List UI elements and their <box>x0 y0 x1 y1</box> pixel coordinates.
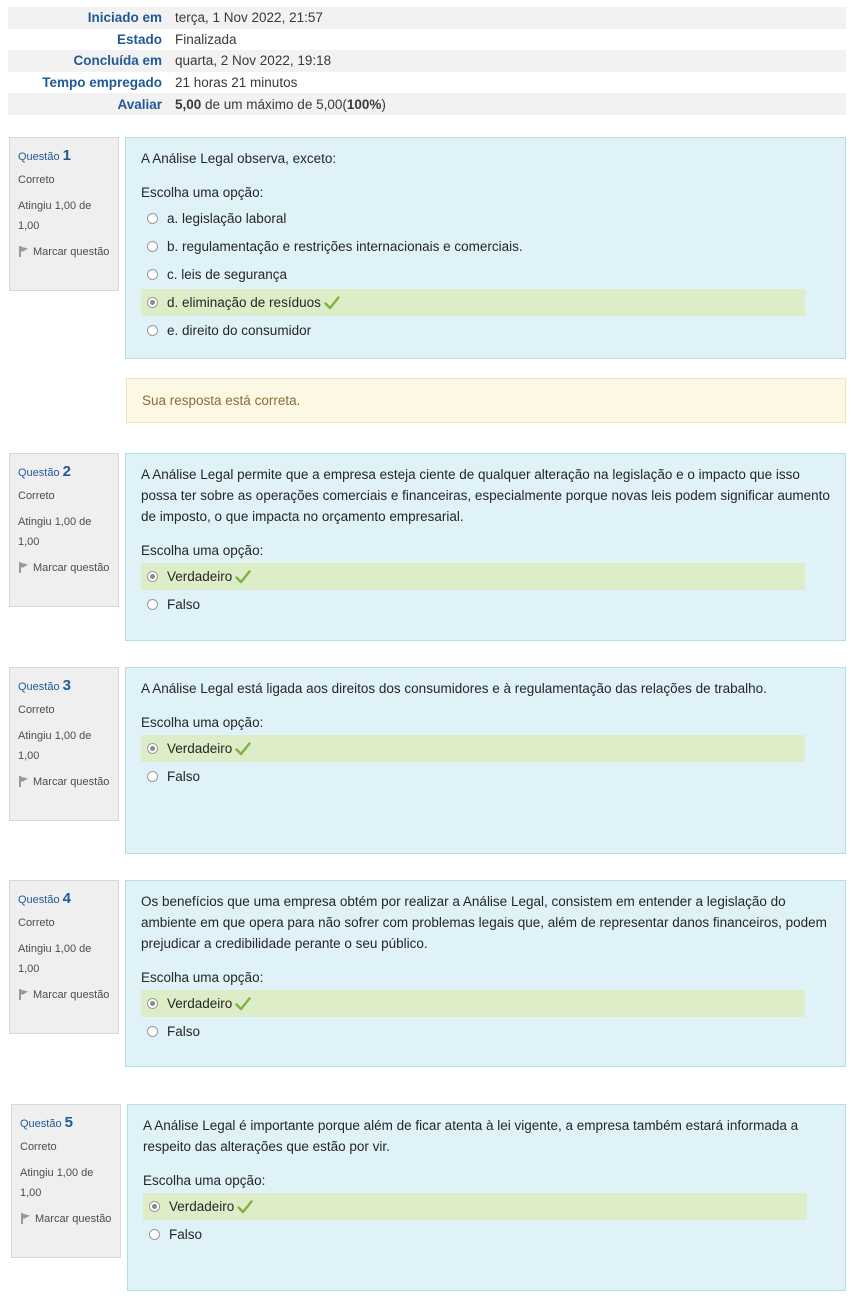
flag-question-link[interactable] <box>18 558 111 578</box>
answer-list <box>141 990 831 1045</box>
option-label: Verdadeiro <box>167 996 233 1011</box>
question-info <box>9 880 119 1034</box>
summary-value: 21 horas 21 minutos <box>175 75 298 91</box>
flag-icon <box>20 1211 32 1223</box>
answer-option-correct[interactable] <box>143 1193 807 1220</box>
answer-prompt: Escolha uma opção: <box>143 1173 266 1188</box>
question-label: Questão <box>20 1118 62 1130</box>
option-label: Verdadeiro <box>167 569 233 584</box>
summary-value: terça, 1 Nov 2022, 21:57 <box>168 7 846 29</box>
summary-row-completed <box>8 50 846 72</box>
answer-option-correct[interactable] <box>141 563 805 590</box>
question-info <box>9 453 119 607</box>
summary-value: Finalizada <box>175 31 237 47</box>
flag-icon <box>18 987 30 999</box>
answer-list <box>143 1193 831 1248</box>
answer-option[interactable] <box>141 763 805 790</box>
option-label: Falso <box>167 769 201 784</box>
check-icon <box>235 997 251 1011</box>
flag-icon <box>18 560 30 572</box>
check-icon <box>235 742 251 756</box>
question-number-value: 3 <box>62 677 71 694</box>
radio-button[interactable] <box>147 269 158 280</box>
radio-button-checked[interactable] <box>147 297 158 308</box>
summary-value: quarta, 2 Nov 2022, 19:18 <box>168 50 846 72</box>
flag-question-link[interactable] <box>20 1209 113 1229</box>
question-info <box>9 137 119 291</box>
question-state: Correto <box>18 917 55 929</box>
option-label: b. regulamentação e restrições internacionais e comerciais. <box>167 239 523 254</box>
question-text: Os benefícios que uma empresa obtém por realizar a Análise Legal, consistem em entender a legislação do ambiente em que opera para não sofrer com problemas legais que, além de representar danos financeiros, podem prejudicar a credibilidade perante o seu público. <box>141 894 827 951</box>
option-label: Falso <box>167 1024 201 1039</box>
summary-label: Avaliar <box>8 93 168 115</box>
flag-question-link[interactable] <box>18 242 111 262</box>
question-formulation <box>125 667 846 854</box>
flag-question-link[interactable] <box>18 772 111 792</box>
answer-option[interactable] <box>141 591 805 618</box>
question-grade: Atingiu 1,00 de 1,00 <box>18 200 92 232</box>
question-label: Questão <box>18 467 60 479</box>
answer-prompt: Escolha uma opção: <box>141 970 264 985</box>
question-number-value: 1 <box>62 147 71 164</box>
question-text: A Análise Legal é importante porque além de ficar atenta à lei vigente, a empresa também estará informada a respeito das alterações que estão por vir. <box>143 1118 799 1154</box>
question-number <box>18 146 111 167</box>
check-icon <box>237 1200 253 1214</box>
feedback-message: Sua resposta está correta. <box>126 378 846 423</box>
answer-prompt: Escolha uma opção: <box>141 185 264 200</box>
answer-option[interactable] <box>143 1221 807 1248</box>
answer-prompt: Escolha uma opção: <box>141 715 264 730</box>
grade-percent: 100% <box>346 96 382 112</box>
radio-button[interactable] <box>147 1026 158 1037</box>
option-label: Falso <box>167 597 201 612</box>
question-text: A Análise Legal está ligada aos direitos dos consumidores e à regulamentação das relações de trabalho. <box>141 681 767 696</box>
question-label: Questão <box>18 151 60 163</box>
answer-option-correct[interactable] <box>141 735 805 762</box>
radio-button-checked[interactable] <box>147 743 158 754</box>
question-number <box>18 889 111 910</box>
answer-option[interactable] <box>141 261 805 288</box>
question-text: A Análise Legal permite que a empresa esteja ciente de qualquer alteração na legislação e o impacto que isso possa ter sobre as operações comerciais e financeiras, especialmente porque novas leis podem significar aumento de imposto, o que impacta no orçamento empresarial. <box>141 467 830 524</box>
grade-score: 5,00 <box>175 96 202 112</box>
check-icon <box>324 296 340 310</box>
question-grade: Atingiu 1,00 de 1,00 <box>18 730 92 762</box>
radio-button-checked[interactable] <box>149 1201 160 1212</box>
grade-middle: de um máximo de 5,00( <box>201 96 347 112</box>
summary-label: Iniciado em <box>8 7 168 29</box>
option-label: c. leis de segurança <box>167 267 288 282</box>
question-state: Correto <box>20 1141 57 1153</box>
question-formulation <box>125 880 846 1067</box>
question-number <box>20 1113 113 1134</box>
summary-label: Tempo empregado <box>42 75 162 91</box>
summary-row-state <box>8 29 846 51</box>
answer-option[interactable] <box>141 1018 805 1045</box>
radio-button-checked[interactable] <box>147 998 158 1009</box>
answer-option-correct[interactable] <box>141 990 805 1017</box>
summary-row-started <box>8 7 846 29</box>
flag-question-link[interactable] <box>18 985 111 1005</box>
radio-button[interactable] <box>147 325 158 336</box>
flag-label: Marcar questão <box>33 246 110 258</box>
question-formulation <box>125 453 846 641</box>
flag-label: Marcar questão <box>33 776 110 788</box>
question-number-value: 2 <box>62 463 71 480</box>
answer-list <box>141 563 831 618</box>
option-label: Verdadeiro <box>169 1199 235 1214</box>
flag-icon <box>18 244 30 256</box>
radio-button[interactable] <box>147 599 158 610</box>
question-formulation <box>125 137 846 359</box>
question-label: Questão <box>18 894 60 906</box>
summary-row-time <box>8 72 846 94</box>
radio-button[interactable] <box>147 213 158 224</box>
question-state: Correto <box>18 174 55 186</box>
flag-label: Marcar questão <box>33 562 110 574</box>
question-info <box>11 1104 121 1258</box>
radio-button[interactable] <box>149 1229 160 1240</box>
answer-option[interactable] <box>141 317 805 344</box>
answer-list <box>141 735 831 790</box>
radio-button[interactable] <box>147 241 158 252</box>
summary-row-grade <box>8 93 846 115</box>
question-number-value: 4 <box>62 890 71 907</box>
question-state: Correto <box>18 704 55 716</box>
flag-icon <box>18 774 30 786</box>
option-label: e. direito do consumidor <box>167 323 312 338</box>
summary-label: Estado <box>116 31 162 47</box>
question-formulation <box>127 1104 846 1291</box>
question-grade: Atingiu 1,00 de 1,00 <box>18 943 92 975</box>
question-number-value: 5 <box>64 1114 73 1131</box>
option-label: Falso <box>169 1227 203 1242</box>
summary-label: Concluída em <box>8 50 168 72</box>
check-icon <box>235 570 251 584</box>
question-text: A Análise Legal observa, exceto: <box>141 151 337 166</box>
answer-list <box>141 205 831 344</box>
question-number <box>18 676 111 697</box>
radio-button[interactable] <box>147 771 158 782</box>
question-grade: Atingiu 1,00 de 1,00 <box>18 516 92 548</box>
option-label: Verdadeiro <box>167 741 233 756</box>
radio-button-checked[interactable] <box>147 571 158 582</box>
option-label: d. eliminação de resíduos <box>167 295 321 310</box>
question-number <box>18 462 111 483</box>
answer-option[interactable] <box>141 233 805 260</box>
question-label: Questão <box>18 681 60 693</box>
flag-label: Marcar questão <box>35 1213 112 1225</box>
answer-prompt: Escolha uma opção: <box>141 543 264 558</box>
option-label: a. legislação laboral <box>167 211 287 226</box>
question-info <box>9 667 119 821</box>
flag-label: Marcar questão <box>33 989 110 1001</box>
answer-option-correct[interactable] <box>141 289 805 316</box>
attempt-summary <box>8 7 846 115</box>
question-state: Correto <box>18 490 55 502</box>
summary-value <box>168 93 846 115</box>
grade-end: ) <box>381 96 386 112</box>
answer-option[interactable] <box>141 205 805 232</box>
question-grade: Atingiu 1,00 de 1,00 <box>20 1167 94 1199</box>
